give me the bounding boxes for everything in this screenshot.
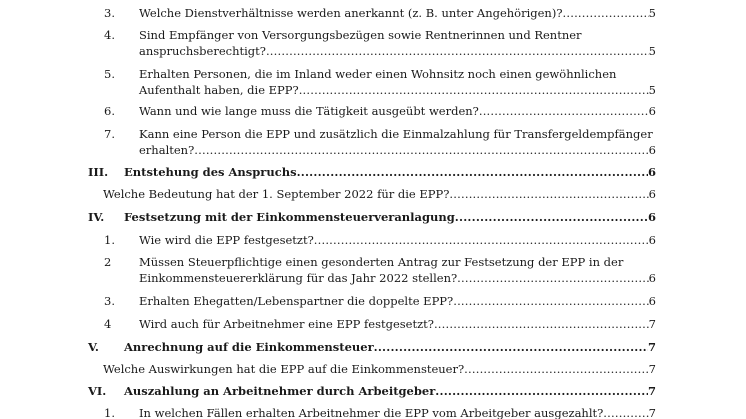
toc-page-number[interactable]: 6 (648, 271, 656, 285)
toc-entry-line (124, 383, 656, 399)
toc-entry-number: 6. (104, 104, 115, 118)
dot-leader (374, 339, 648, 355)
toc-entry-line (139, 405, 656, 419)
toc-entry-title: Wird auch für Arbeitnehmer eine EPP festgesetzt? (139, 317, 434, 331)
toc-page-number[interactable]: 7 (648, 362, 656, 376)
toc-page-number[interactable]: 6 (648, 143, 656, 157)
toc-page-number[interactable]: 6 (647, 165, 656, 179)
dot-leader (603, 405, 648, 419)
toc-entry-line (139, 232, 656, 248)
toc-entry-title: In welchen Fällen erhalten Arbeitnehmer die EPP vom Arbeitgeber ausgezahlt? (139, 406, 604, 419)
dot-leader (297, 164, 648, 180)
dot-leader (266, 43, 649, 59)
toc-entry-title: Müssen Steuerpflichtige einen gesonderten Antrag zur Festsetzung der EPP in der (139, 255, 624, 269)
toc-entry-line (139, 316, 656, 332)
toc-entry-title: Aufenthalt haben, die EPP? (139, 83, 299, 97)
dot-leader (453, 293, 648, 309)
toc-page-number[interactable]: 6 (647, 210, 656, 224)
toc-entry-number: VI. (88, 384, 107, 398)
toc-entry-line (124, 339, 656, 355)
dot-leader (455, 209, 648, 225)
dot-leader (434, 316, 649, 332)
dot-leader (314, 232, 649, 248)
toc-entry-line (124, 209, 656, 225)
toc-entry-number: 2 (104, 255, 112, 269)
toc-entry-number: IV. (88, 210, 105, 224)
toc-entry-line (124, 164, 656, 180)
toc-entry-title: Einkommensteuererklärung für das Jahr 2022 stellen? (139, 271, 458, 285)
toc-entry-line (139, 5, 656, 21)
toc-entry-number: 3. (104, 294, 115, 308)
toc-entry-line (139, 103, 656, 119)
toc-entry-number: III. (88, 165, 109, 179)
toc-entry-title: Erhalten Ehegatten/Lebenspartner die doppelte EPP? (139, 294, 454, 308)
toc-entry-title: Wann und wie lange muss die Tätigkeit ausgeübt werden? (139, 104, 479, 118)
toc-entry-line (139, 293, 656, 309)
toc-entry-line (139, 142, 656, 158)
toc-page-number[interactable]: 6 (648, 104, 656, 118)
toc-entry-line (139, 43, 656, 59)
toc-entry-title: Kann eine Person die EPP und zusätzlich die Einmalzahlung für Transfergeldempfänger (139, 127, 653, 141)
toc-entry-number: V. (88, 340, 99, 354)
toc-page-number[interactable]: 5 (648, 44, 656, 58)
toc-entry-title: Welche Dienstverhältnisse werden anerkannt (z. B. unter Angehörigen)? (139, 6, 563, 20)
toc-entry-number: 7. (104, 127, 115, 141)
toc-entry-number: 5. (104, 67, 115, 81)
toc-entry-title: Wie wird die EPP festgesetzt? (139, 233, 314, 247)
toc-page-number[interactable]: 6 (648, 294, 656, 308)
toc-page-number[interactable]: 5 (648, 83, 656, 97)
dot-leader (479, 103, 649, 119)
toc-entry-number: 4 (104, 317, 112, 331)
toc-page-number[interactable]: 6 (648, 233, 656, 247)
toc-entry-line (139, 82, 656, 98)
toc-entry-line (139, 270, 656, 286)
dot-leader (563, 5, 649, 21)
toc-entry-title: anspruchsberechtigt? (139, 44, 266, 58)
dot-leader (435, 383, 648, 399)
toc-entry-title: erhalten? (139, 143, 195, 157)
toc-entry-title: Welche Bedeutung hat der 1. September 2022 für die EPP? (103, 187, 450, 201)
toc-entry-number: 1. (104, 233, 115, 247)
toc-page-number[interactable]: 7 (647, 340, 656, 354)
dot-leader (457, 270, 649, 286)
toc-entry-number: 1. (104, 406, 115, 419)
toc-entry-title: Festsetzung mit der Einkommensteuerveranlagung (124, 210, 455, 224)
toc-page-number[interactable]: 5 (648, 6, 656, 20)
toc-entry-title: Erhalten Personen, die im Inland weder einen Wohnsitz noch einen gewöhnlichen (139, 67, 617, 81)
dot-leader (464, 361, 649, 377)
toc-entry-title: Sind Empfänger von Versorgungsbezügen sowie Rentnerinnen und Rentner (139, 28, 582, 42)
dot-leader (449, 186, 648, 202)
dot-leader (299, 82, 649, 98)
toc-page-number[interactable]: 6 (648, 187, 656, 201)
toc-entry-title: Auszahlung an Arbeitnehmer durch Arbeitgeber (124, 384, 436, 398)
toc-page-number[interactable]: 7 (648, 317, 656, 331)
toc-page-number[interactable]: 7 (647, 384, 656, 398)
toc-entry-line (103, 186, 656, 202)
toc-entry-number: 3. (104, 6, 115, 20)
toc-entry-title: Welche Auswirkungen hat die EPP auf die Einkommensteuer? (103, 362, 465, 376)
toc-entry-title: Anrechnung auf die Einkommensteuer (124, 340, 374, 354)
toc-entry-title: Entstehung des Anspruchs (124, 165, 297, 179)
toc-entry-line (103, 361, 656, 377)
toc-page-number[interactable]: 7 (648, 406, 656, 419)
dot-leader (194, 142, 648, 158)
toc-entry-number: 4. (104, 28, 115, 42)
